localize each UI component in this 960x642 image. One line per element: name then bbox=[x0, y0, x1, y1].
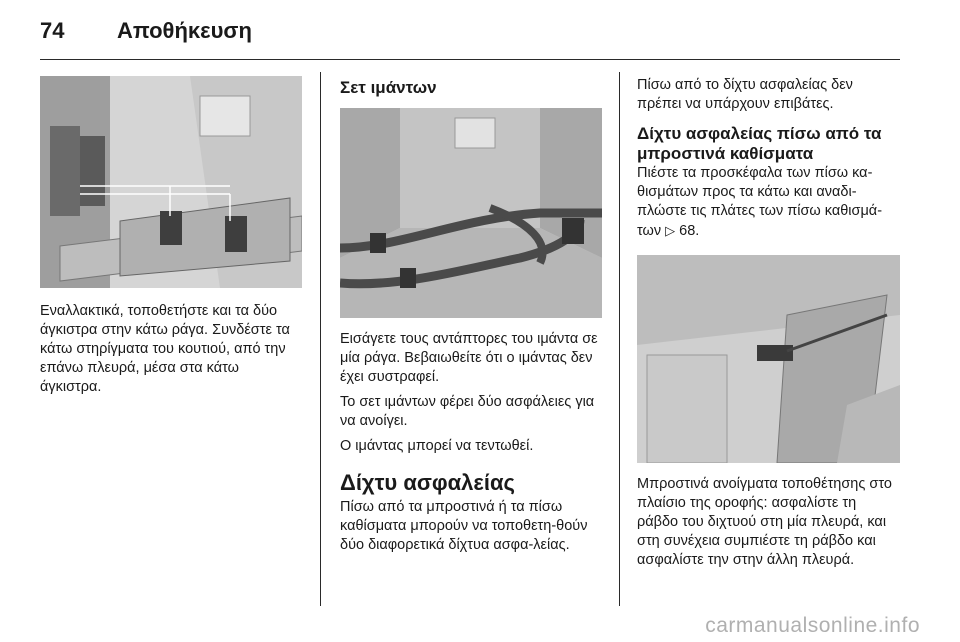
col2-paragraph-2: Το σετ ιμάντων φέρει δύο ασφάλειες για να ανοίγει. bbox=[340, 394, 595, 429]
col3-paragraph-2: Πιέστε τα προσκέφαλα των πίσω κα-θισμάτων προς τα κάτω και αναδι-πλώστε τις πλάτες των πίσω καθισμά-των ▷ 68. bbox=[637, 165, 883, 239]
col2-paragraph-3: Ο ιμάντας μπορεί να τεντωθεί. bbox=[340, 438, 534, 454]
col1-paragraph: Εναλλακτικά, τοποθετήστε και τα δύο άγκιστρα στην κάτω ράγα. Συνδέστε τα κάτω στηρίγματα του κουτιού, από την επάνω πλευρά, μέσα στα κάτω άγκιστρα. bbox=[40, 303, 290, 395]
heading-strap-set: Σετ ιμάντων bbox=[340, 78, 437, 97]
page-reference: 68. bbox=[679, 223, 700, 239]
col3-paragraph-1: Πίσω από το δίχτυ ασφαλείας δεν πρέπει να υπάρχουν επιβάτες. bbox=[637, 77, 853, 112]
heading-net-behind-front-seats: Δίχτυ ασφαλείας πίσω από τα μπροστινά καθίσματα bbox=[637, 124, 882, 163]
page-header bbox=[40, 14, 900, 58]
column-1 bbox=[40, 76, 302, 397]
column-divider-right bbox=[619, 72, 620, 606]
page-number: 74 bbox=[40, 18, 65, 43]
illustration-roof-net-mount bbox=[637, 255, 900, 463]
column-divider-left bbox=[320, 72, 321, 606]
col3-paragraph-3: Μπροστινά ανοίγματα τοποθέτησης στο πλαίσιο της οροφής: ασφαλίστε τη ράβδο του διχτυού στη μία πλευρά, και στη συνέχεια συμπιέστε τη ράβδο και ασφαλίστε την στην άλλη πλευρά. bbox=[637, 476, 892, 568]
column-3 bbox=[637, 76, 900, 570]
column-2 bbox=[340, 76, 602, 555]
col2-paragraph-1: Εισάγετε τους αντάπτορες του ιμάντα σε μία ράγα. Βεβαιωθείτε ότι ο ιμάντας δεν έχει συστραφεί. bbox=[340, 331, 598, 385]
page-reference-arrow-icon: ▷ bbox=[665, 223, 676, 238]
header-rule bbox=[40, 59, 900, 60]
watermark: carmanualsonline.info bbox=[705, 614, 920, 637]
col2-paragraph-4: Πίσω από τα μπροστινά ή τα πίσω καθίσματα μπορούν να τοποθετη-θούν δύο διαφορετικά δίχτυα ασφα-λείας. bbox=[340, 499, 588, 553]
heading-safety-net: Δίχτυ ασφαλείας bbox=[340, 470, 515, 495]
illustration-hooks-rail bbox=[40, 76, 302, 288]
section-title: Αποθήκευση bbox=[117, 18, 252, 43]
illustration-strap-set bbox=[340, 108, 602, 318]
